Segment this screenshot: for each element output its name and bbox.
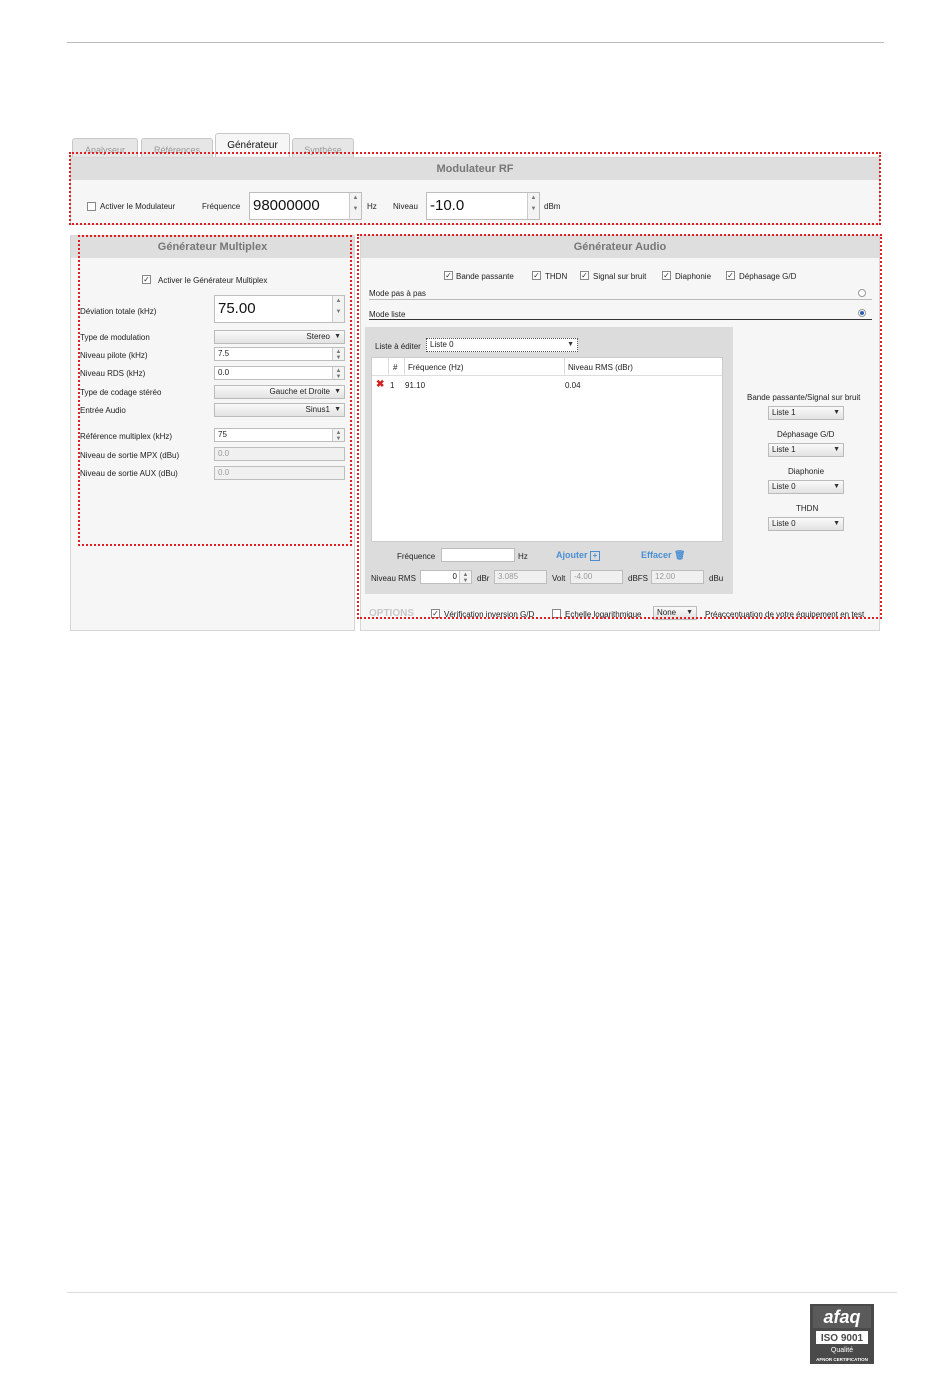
- chevron-down-icon: ▼: [334, 333, 341, 340]
- option-log-checkbox[interactable]: [552, 609, 561, 618]
- svg-text:Qualité: Qualité: [830, 1347, 854, 1354]
- mpx-enable-label: Activer le Générateur Multiplex: [158, 276, 268, 285]
- mpx-out-field: [214, 447, 345, 461]
- svg-text:afaq: afaq: [823, 1307, 861, 1327]
- check-crosstalk[interactable]: ✓: [663, 271, 670, 280]
- check-phase-label: Déphasage G/D: [739, 272, 797, 281]
- side-phase-value: Liste 1: [772, 445, 796, 454]
- rf-level-label: Niveau: [393, 202, 418, 211]
- tab-synthese[interactable]: Synthèse: [292, 138, 354, 158]
- side-thdn-select[interactable]: [768, 517, 844, 531]
- side-bandwidth-select[interactable]: [768, 406, 844, 420]
- volt-value: -4.00: [574, 572, 593, 581]
- dbu-unit: dBu: [709, 574, 724, 583]
- mpx-modulation-select[interactable]: [214, 330, 345, 344]
- mpx-modulation-value: Stereo: [306, 332, 330, 341]
- mpx-ref-spinner[interactable]: ▲ ▼: [332, 429, 344, 441]
- rf-level-input[interactable]: [426, 192, 540, 220]
- dbr-field: [494, 570, 547, 584]
- add-label: Ajouter: [556, 550, 588, 560]
- chevron-down-icon: ▼: [686, 609, 693, 616]
- table-header-freq: Fréquence (Hz): [408, 363, 464, 372]
- mpx-audio-input-value: Sinus1: [305, 405, 330, 414]
- svg-text:AFNOR CERTIFICATION: AFNOR CERTIFICATION: [816, 1357, 868, 1362]
- mpx-coding-select[interactable]: [214, 385, 345, 399]
- plus-icon: +: [590, 551, 600, 561]
- side-phase-select[interactable]: [768, 443, 844, 457]
- afaq-logo-mark: [810, 1304, 874, 1364]
- preaccent-label: Préaccentuation de votre équipement en test: [705, 610, 865, 619]
- rms-spinner[interactable]: ▲ ▼: [459, 571, 471, 583]
- mode-list-radio[interactable]: [858, 309, 866, 317]
- list-edit-label: Liste à éditer: [375, 342, 421, 351]
- side-crosstalk-select[interactable]: [768, 480, 844, 494]
- check-phase[interactable]: ✓: [727, 271, 734, 280]
- bottom-divider: [67, 1292, 897, 1293]
- chevron-down-icon: ▼: [334, 406, 341, 413]
- list-edit-value: Liste 0: [430, 340, 454, 349]
- row-num: 1: [390, 381, 395, 390]
- audio-panel-title: Générateur Audio: [361, 236, 879, 258]
- rf-frequency-input[interactable]: [249, 192, 362, 220]
- rf-enable-checkbox[interactable]: [87, 202, 96, 211]
- chevron-down-icon: ▼: [833, 520, 840, 527]
- dbfs-value: 12.00: [655, 572, 676, 581]
- side-thdn-value: Liste 0: [772, 519, 796, 528]
- dbr-unit: dBr: [477, 574, 490, 583]
- check-thdn-label: THDN: [545, 272, 568, 281]
- aux-out-label: Niveau de sortie AUX (dBu): [80, 469, 178, 478]
- clear-label: Effacer: [641, 550, 672, 560]
- row-frequency: 91.10: [405, 381, 426, 390]
- check-bandwidth-label: Bande passante: [456, 272, 514, 281]
- mpx-rds-value: 0.0: [218, 368, 230, 377]
- mpx-deviation-spinner[interactable]: ▲ ▼: [332, 296, 344, 322]
- table-header-num: #: [393, 363, 398, 372]
- side-crosstalk-value: Liste 0: [772, 482, 796, 491]
- rf-panel-title: Modulateur RF: [71, 158, 879, 180]
- new-frequency-unit: Hz: [518, 552, 528, 561]
- chevron-down-icon: ▼: [833, 483, 840, 490]
- new-frequency-input[interactable]: [441, 548, 515, 562]
- tab-analyseur[interactable]: Analyseur: [72, 138, 138, 158]
- side-bandwidth-value: Liste 1: [772, 408, 796, 417]
- col-sep: [404, 358, 405, 376]
- rms-input[interactable]: [420, 570, 472, 584]
- mpx-deviation-label: Déviation totale (kHz): [80, 307, 157, 316]
- top-divider: [67, 42, 884, 43]
- dbfs-field: [651, 570, 704, 584]
- new-frequency-label: Fréquence: [397, 552, 436, 561]
- mpx-pilot-input[interactable]: [214, 347, 345, 361]
- mpx-deviation-value: 75.00: [218, 300, 256, 317]
- check-snr[interactable]: ✓: [581, 271, 588, 280]
- afaq-logo: [810, 1304, 874, 1364]
- volt-field: [570, 570, 623, 584]
- clear-button[interactable]: [641, 550, 685, 561]
- preaccent-value: None: [657, 608, 677, 617]
- row-level: 0.04: [565, 381, 581, 390]
- table-header-level: Niveau RMS (dBr): [568, 363, 633, 372]
- rf-frequency-label: Fréquence: [202, 202, 241, 211]
- rms-value: 0: [452, 572, 457, 581]
- mpx-deviation-input[interactable]: [214, 295, 345, 323]
- rms-label: Niveau RMS: [371, 574, 416, 583]
- rf-level-spinner[interactable]: ▲ ▼: [527, 193, 539, 219]
- mpx-pilot-spinner[interactable]: ▲ ▼: [332, 348, 344, 360]
- mpx-coding-value: Gauche et Droite: [269, 387, 330, 396]
- mpx-audio-input-label: Entrée Audio: [80, 406, 126, 415]
- rf-level-unit: dBm: [544, 202, 561, 211]
- add-button[interactable]: [556, 550, 600, 561]
- side-bandwidth-label: Bande passante/Signal sur bruit: [747, 393, 861, 402]
- mode-divider: [369, 299, 872, 300]
- tab-generateur[interactable]: Générateur: [215, 133, 290, 158]
- rf-level-value: -10.0: [430, 197, 465, 214]
- svg-text:ISO 9001: ISO 9001: [820, 1333, 864, 1344]
- mpx-out-label: Niveau de sortie MPX (dBu): [80, 451, 180, 460]
- side-crosstalk-label: Diaphonie: [788, 467, 825, 476]
- options-label: OPTIONS: [369, 608, 415, 619]
- aux-out-value: 0.0: [218, 468, 230, 477]
- mode-list-underline: [369, 319, 872, 320]
- preaccent-select[interactable]: [653, 606, 697, 620]
- dbr-value: 3.085: [498, 572, 519, 581]
- trash-icon: 🗑: [674, 550, 686, 560]
- mpx-rds-spinner[interactable]: ▲ ▼: [332, 367, 344, 379]
- option-log-label: Echelle logarithmique: [565, 610, 642, 619]
- col-sep: [564, 358, 565, 376]
- delete-row-icon[interactable]: ✖: [376, 379, 385, 390]
- dbfs-label: dBFS: [628, 574, 649, 583]
- rf-frequency-spinner[interactable]: ▲ ▼: [349, 193, 361, 219]
- multiplex-panel-title: Générateur Multiplex: [71, 236, 354, 258]
- mpx-rds-input[interactable]: [214, 366, 345, 380]
- rf-enable-label: Activer le Modulateur: [100, 202, 176, 211]
- side-thdn-label: THDN: [796, 504, 819, 513]
- col-sep: [388, 358, 389, 376]
- mpx-pilot-value: 7.5: [218, 349, 230, 358]
- check-crosstalk-label: Diaphonie: [675, 272, 712, 281]
- rf-frequency-unit: Hz: [367, 202, 377, 211]
- volt-label: Volt: [552, 574, 566, 583]
- mpx-audio-input-select[interactable]: [214, 403, 345, 417]
- mpx-ref-value: 75: [218, 430, 227, 439]
- chevron-down-icon: ▼: [334, 388, 341, 395]
- mpx-ref-label: Référence multiplex (kHz): [80, 432, 173, 441]
- mpx-pilot-label: Niveau pilote (kHz): [80, 351, 148, 360]
- check-snr-label: Signal sur bruit: [593, 272, 647, 281]
- side-phase-label: Déphasage G/D: [777, 430, 835, 439]
- mpx-enable-checkbox[interactable]: ✓: [143, 275, 150, 284]
- tab-references[interactable]: Références: [141, 138, 213, 158]
- mode-step-radio[interactable]: [858, 289, 866, 297]
- option-inversion-checkbox[interactable]: ✓: [432, 609, 439, 618]
- chevron-down-icon: ▼: [567, 341, 574, 348]
- chevron-down-icon: ▼: [833, 409, 840, 416]
- check-thdn[interactable]: ✓: [533, 271, 540, 280]
- chevron-down-icon: ▼: [833, 446, 840, 453]
- check-bandwidth[interactable]: ✓: [445, 271, 452, 280]
- mpx-coding-label: Type de codage stéréo: [80, 388, 162, 397]
- frequency-table: [371, 357, 723, 542]
- mpx-rds-label: Niveau RDS (kHz): [80, 369, 146, 378]
- rf-frequency-value: 98000000: [253, 197, 320, 214]
- mode-step-label: Mode pas à pas: [369, 289, 426, 298]
- list-edit-select[interactable]: [426, 338, 578, 352]
- aux-out-field: [214, 466, 345, 480]
- mpx-ref-input[interactable]: [214, 428, 345, 442]
- mode-list-label: Mode liste: [369, 310, 406, 319]
- option-inversion-label: Vérification inversion G/D: [444, 610, 535, 619]
- mpx-out-value: 0.0: [218, 449, 230, 458]
- mpx-modulation-label: Type de modulation: [80, 333, 150, 342]
